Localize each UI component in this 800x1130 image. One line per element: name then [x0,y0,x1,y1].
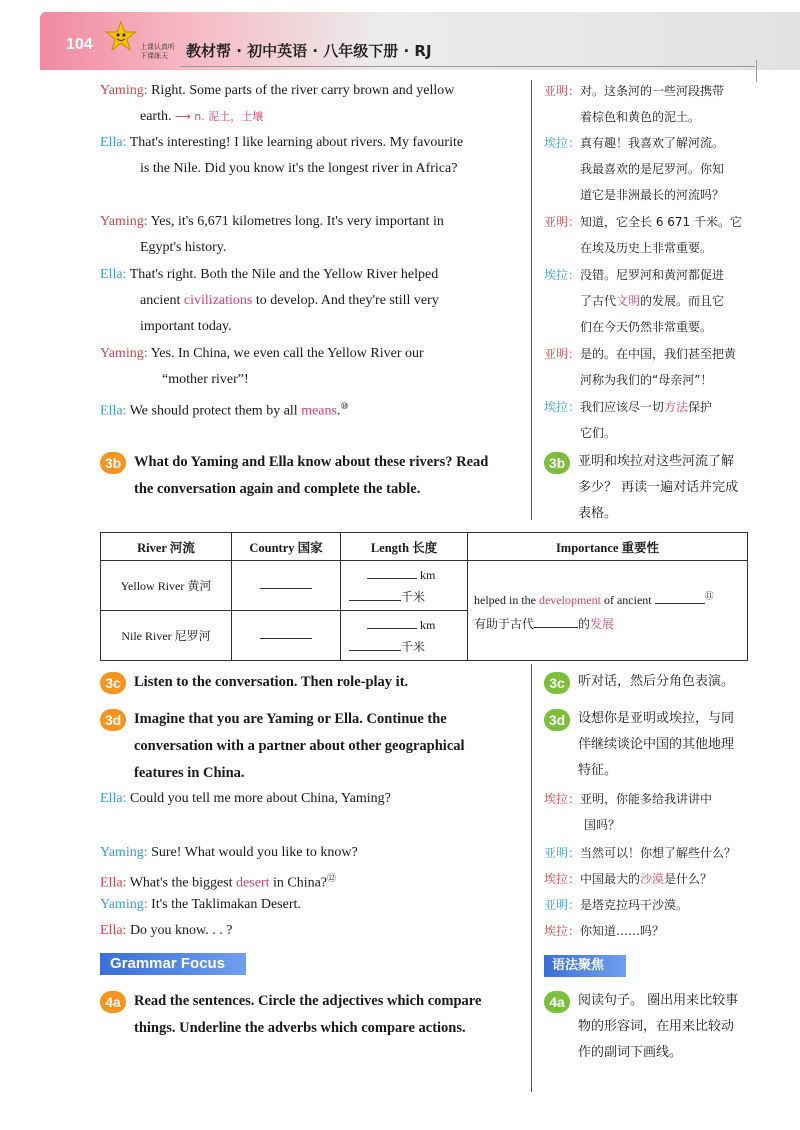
task-3b-cn [578,449,758,527]
header-importance: Importance 重要性 [468,533,748,561]
length-cell[interactable] [341,561,468,611]
note-marker: ⑫ [327,874,337,884]
task-badge-3c-cn: 3c [544,672,570,694]
unit-km: km [420,567,436,582]
cn-text: 知道，它全长 6 671 千米。它 [580,215,742,229]
cn-text: 们在今天仍然非常重要。 [580,320,713,334]
dialogue2-line-2 [100,840,524,866]
cn2-line-2 [544,840,764,866]
cn-text: 保护 [688,400,713,414]
cn-text: 道它是非洲最长的河流吗？ [580,188,725,202]
task-badge-3b: 3b [100,452,126,474]
task-3d-cn [578,706,758,784]
vocab-note: ⟶ n. 泥土，土壤 [174,110,264,123]
header-length: Length 长度 [341,533,468,561]
cn-instruction-line: 作的副词下画线。 [578,1045,683,1060]
answer-blank[interactable] [349,650,401,651]
book-title: 教材帮 · 初中英语 · 八年级下册 · RJ [186,42,432,60]
answer-blank[interactable] [534,627,578,628]
instruction-line: Read the sentences. Circle the adjectives which compare [134,993,482,1009]
dialogue2-line-5 [100,918,524,944]
speaker-yaming: Yaming: [100,346,148,361]
speaker-ella: Ella: [100,923,127,938]
cn-text: 是什么？ [664,872,713,886]
cn-text: 是塔克拉玛干沙漠。 [580,898,689,912]
cell-text: 有助于古代 [474,617,535,631]
instruction-line: conversation with a partner about other geographical [134,738,465,754]
cn-text: 了古代 [580,294,617,308]
cn-vocab-word: 沙漠 [640,872,665,886]
cn-instruction-line: 伴继续谈论中国的其他地理 [578,737,735,752]
cn-line-2 [544,130,764,208]
line-text: Yes. In China, we even call the Yellow River our [150,346,424,361]
cn-instruction-line: 设想你是亚明或埃拉，与同 [578,711,735,726]
cn-instruction-line: 特征。 [578,763,618,778]
cn2-line-3 [544,866,764,892]
cn-speaker: 埃拉： [544,872,581,886]
cn-line-6 [544,394,764,446]
cn-instruction-line: 多少？ 再读一遍对话并完成 [578,480,739,495]
task-3b-instruction [134,449,524,503]
unit-km: km [420,617,436,632]
cn-instruction-line: 阅读句子。 圈出用来比较事 [578,993,739,1008]
header-rule [180,66,755,67]
dialogue-line-4 [100,262,524,340]
task-badge-3d-cn: 3d [544,709,570,731]
instruction-line: What do Yaming and Ella know about these rivers? Read [134,454,489,470]
dialogue2-line-4 [100,892,524,918]
river-name-cell: Yellow River 黄河 [101,561,232,611]
dialogue-line-3 [100,209,524,261]
slogan-line-2: 下课练天 [140,52,168,60]
vocab-word: desert [236,875,270,891]
vocab-word: development [538,593,601,607]
answer-blank[interactable] [655,603,705,604]
speaker-yaming: Yaming: [100,214,148,229]
header-river: River 河流 [101,533,232,561]
cn-speaker: 埃拉： [544,792,581,806]
cn-text: 在埃及历史上非常重要。 [580,241,713,255]
instruction-line: Imagine that you are Yaming or Ella. Continue the [134,711,447,727]
line-text: Sure! What would you like to know? [151,845,358,860]
river-name-cell: Nile River 尼罗河 [101,611,232,661]
vocab-word: civilizations [183,293,253,308]
vocab-word: 发展 [590,617,615,631]
speaker-yaming: Yaming: [100,845,148,860]
answer-blank[interactable] [260,588,312,589]
country-cell[interactable] [232,561,341,611]
task-badge-4a-cn: 4a [544,991,570,1013]
instruction-line: the conversation again and complete the table. [134,481,421,497]
line-text: Could you tell me more about China, Yaming? [129,791,391,806]
line-text: That's interesting! I like learning about rivers. My favourite [129,135,464,150]
task-badge-4a: 4a [100,991,126,1013]
country-cell[interactable] [232,611,341,661]
star-mascot-icon [104,20,138,54]
cn-line-3 [544,209,764,261]
speaker-ella: Ella: [100,791,127,806]
line-text: earth. [140,109,172,124]
grammar-focus-banner: Grammar Focus [100,953,246,975]
task-3c-instruction: Listen to the conversation. Then role-play it. [134,674,409,690]
task-badge-3d: 3d [100,709,126,731]
cn2-line-4 [544,892,764,918]
cn-text: 我最喜欢的是尼罗河。你知 [580,162,725,176]
answer-blank[interactable] [367,578,417,579]
page-number: 104 [66,36,93,53]
task-badge-3b-cn: 3b [544,452,570,474]
cn-speaker: 埃拉： [544,400,581,414]
cn2-line-1 [544,786,764,838]
cn-instruction-line: 亚明和埃拉对这些河流了解 [578,454,735,469]
cn-text: 它们。 [580,426,617,440]
cell-text: 的 [578,617,591,631]
task-badge-3c: 3c [100,672,126,694]
dialogue-line-5 [100,341,524,393]
line-text: ancient [140,293,184,308]
note-marker: ⑪ [704,592,714,602]
dialogue-line-2 [100,130,524,182]
cn-speaker: 埃拉： [544,136,581,150]
task-4a-cn [578,988,758,1066]
note-marker: ⑩ [340,402,349,412]
cn-text: 亚明，你能多给我讲讲中 [580,792,713,806]
speaker-ella: Ella: [100,875,127,891]
line-text: “mother river”! [162,372,249,387]
line-text: important today. [140,319,232,334]
cn-vocab-word: 文明 [616,294,641,308]
cell-text: of ancient [600,593,652,607]
dialogue-line-1 [100,78,524,130]
cn-vocab-word: 方法 [664,400,689,414]
cn-text: 没错。尼罗河和黄河都促进 [580,268,725,282]
cn-text: 着棕色和黄色的泥土。 [580,110,701,124]
unit-cn: 千米 [401,589,426,604]
cn-speaker: 埃拉： [544,268,581,282]
line-text: We should protect them by all [129,403,302,419]
importance-cell[interactable] [468,561,748,661]
column-divider-top [531,80,532,520]
task-3d-instruction [134,706,524,787]
line-text: . [336,403,341,419]
table-header-row [101,533,748,561]
grammar-focus-banner-cn: 语法聚焦 [544,955,626,977]
answer-blank[interactable] [260,638,312,639]
cn-text: 我们应该尽一切 [580,400,665,414]
task-3c-cn: 听对话，然后分角色表演。 [578,674,735,689]
line-text: What's the biggest [129,875,237,891]
cn-text: 你知道……吗？ [580,924,665,938]
line-text: Yes, it's 6,671 kilometres long. It's very important in [150,214,444,229]
line-text: It's the Taklimakan Desert. [151,897,301,912]
line-text: Egypt's history. [140,240,227,255]
line-text: in China? [269,875,328,891]
table-row [101,561,748,611]
line-text: is the Nile. Did you know it's the longest river in Africa? [140,161,458,176]
line-text: Do you know. . . ? [129,923,233,938]
instruction-line: features in China. [134,765,245,781]
dialogue2-line-1 [100,786,524,812]
cn-line-5 [544,341,764,393]
cn-text: 当然可以！你想了解些什么？ [580,846,737,860]
cn-speaker: 亚明： [544,898,581,912]
cn2-line-5 [544,918,764,944]
cn-text: 国吗？ [584,818,621,832]
unit-cn: 千米 [401,639,426,654]
slogan-line-1: 上课认真听 [140,43,175,51]
cn-text: 中国最大的 [580,872,641,886]
cn-line-4 [544,262,764,340]
cn-instruction-line: 表格。 [578,506,618,521]
cn-line-1 [544,78,764,130]
line-text: to develop. And they're still very [252,293,439,308]
cn-text: 河称为我们的“母亲河”！ [580,373,713,387]
speaker-yaming: Yaming: [100,897,148,912]
cn-speaker: 埃拉： [544,924,581,938]
task-4a-instruction [134,988,524,1042]
cn-speaker: 亚明： [544,84,581,98]
dialogue-line-6 [100,394,524,425]
line-text: Right. Some parts of the river carry brown and yellow [151,83,455,98]
header-country: Country 国家 [232,533,341,561]
cn-instruction-line: 物的形容词，在用来比较动 [578,1019,735,1034]
cn-text: 真有趣！我喜欢了解河流。 [580,136,725,150]
column-divider-bottom [531,664,532,1092]
river-table [100,532,748,661]
speaker-ella: Ella: [100,135,127,150]
speaker-yaming: Yaming: [100,83,148,98]
cn-speaker: 亚明： [544,846,581,860]
cn-speaker: 亚明： [544,347,581,361]
cn-text: 是的。在中国，我们甚至把黄 [580,347,737,361]
cn-text: 的发展。而且它 [640,294,725,308]
line-text: That's right. Both the Nile and the Yellow River helped [129,267,439,282]
answer-blank[interactable] [367,628,417,629]
cell-text: helped in the [474,593,539,607]
length-cell[interactable] [341,611,468,661]
speaker-ella: Ella: [100,267,127,282]
cn-text: 对。这条河的一些河段携带 [580,84,725,98]
instruction-line: things. Underline the adverbs which compare actions. [134,1020,466,1036]
speaker-ella: Ella: [100,403,127,419]
vocab-word: means [301,403,337,419]
answer-blank[interactable] [349,600,401,601]
cn-speaker: 亚明： [544,215,581,229]
